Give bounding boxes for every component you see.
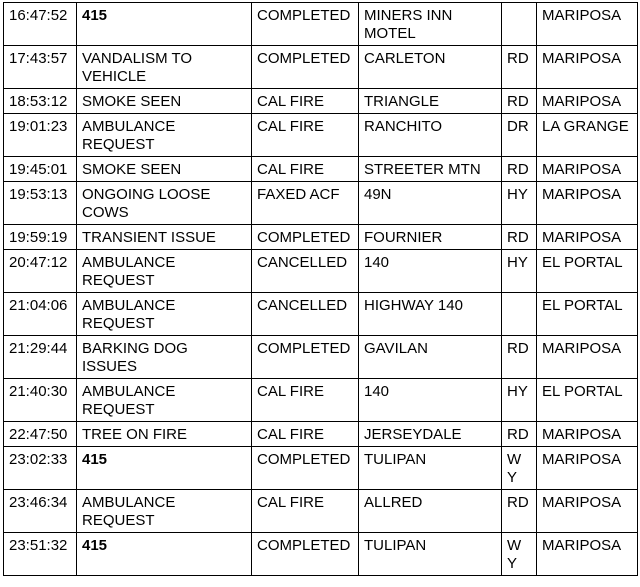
street-suffix-cell: RD <box>502 89 537 114</box>
street-suffix-cell: HY <box>502 379 537 422</box>
location-cell: STREETER MTN <box>359 157 502 182</box>
incident-cell: AMBULANCE REQUEST <box>77 379 252 422</box>
street-suffix-cell: RD <box>502 490 537 533</box>
location-cell: TULIPAN <box>359 447 502 490</box>
city-cell: EL PORTAL <box>537 293 638 336</box>
street-suffix-cell: WY <box>502 533 537 576</box>
table-row <box>4 533 638 576</box>
time-cell: 21:04:06 <box>4 293 77 336</box>
street-suffix-cell: RD <box>502 336 537 379</box>
location-cell: 49N <box>359 182 502 225</box>
city-cell: EL PORTAL <box>537 379 638 422</box>
call-log-table <box>3 2 638 576</box>
time-cell: 23:02:33 <box>4 447 77 490</box>
street-suffix-cell <box>502 3 537 46</box>
city-cell: MARIPOSA <box>537 533 638 576</box>
time-cell: 18:53:12 <box>4 89 77 114</box>
location-cell: HIGHWAY 140 <box>359 293 502 336</box>
table-row <box>4 293 638 336</box>
incident-cell: AMBULANCE REQUEST <box>77 114 252 157</box>
location-cell: GAVILAN <box>359 336 502 379</box>
table-row <box>4 157 638 182</box>
incident-cell: SMOKE SEEN <box>77 157 252 182</box>
street-suffix-cell: RD <box>502 225 537 250</box>
incident-cell: 415 <box>77 533 252 576</box>
location-cell: JERSEYDALE <box>359 422 502 447</box>
table-row <box>4 250 638 293</box>
time-cell: 16:47:52 <box>4 3 77 46</box>
street-suffix-cell: WY <box>502 447 537 490</box>
incident-cell: BARKING DOG ISSUES <box>77 336 252 379</box>
incident-cell: AMBULANCE REQUEST <box>77 250 252 293</box>
time-cell: 21:29:44 <box>4 336 77 379</box>
location-cell: MINERS INN MOTEL <box>359 3 502 46</box>
disposition-cell: CAL FIRE <box>252 114 359 157</box>
incident-cell: AMBULANCE REQUEST <box>77 293 252 336</box>
time-cell: 21:40:30 <box>4 379 77 422</box>
time-cell: 19:53:13 <box>4 182 77 225</box>
street-suffix-cell: HY <box>502 250 537 293</box>
incident-cell: TRANSIENT ISSUE <box>77 225 252 250</box>
city-cell: MARIPOSA <box>537 422 638 447</box>
table-row <box>4 490 638 533</box>
time-cell: 17:43:57 <box>4 46 77 89</box>
table-row <box>4 379 638 422</box>
time-cell: 19:59:19 <box>4 225 77 250</box>
incident-cell: AMBULANCE REQUEST <box>77 490 252 533</box>
disposition-cell: CAL FIRE <box>252 89 359 114</box>
location-cell: CARLETON <box>359 46 502 89</box>
table-row <box>4 89 638 114</box>
incident-cell: TREE ON FIRE <box>77 422 252 447</box>
time-cell: 23:51:32 <box>4 533 77 576</box>
location-cell: 140 <box>359 379 502 422</box>
disposition-cell: COMPLETED <box>252 533 359 576</box>
disposition-cell: CAL FIRE <box>252 490 359 533</box>
disposition-cell: CAL FIRE <box>252 422 359 447</box>
location-cell: TULIPAN <box>359 533 502 576</box>
street-suffix-cell <box>502 293 537 336</box>
city-cell: EL PORTAL <box>537 250 638 293</box>
disposition-cell: COMPLETED <box>252 225 359 250</box>
city-cell: MARIPOSA <box>537 46 638 89</box>
location-cell: 140 <box>359 250 502 293</box>
disposition-cell: CAL FIRE <box>252 157 359 182</box>
table-row <box>4 225 638 250</box>
city-cell: MARIPOSA <box>537 157 638 182</box>
location-cell: ALLRED <box>359 490 502 533</box>
street-suffix-cell: RD <box>502 46 537 89</box>
time-cell: 23:46:34 <box>4 490 77 533</box>
time-cell: 19:45:01 <box>4 157 77 182</box>
table-row <box>4 114 638 157</box>
disposition-cell: CANCELLED <box>252 293 359 336</box>
table-row <box>4 336 638 379</box>
street-suffix-cell: RD <box>502 157 537 182</box>
table-row <box>4 3 638 46</box>
table-row <box>4 182 638 225</box>
disposition-cell: COMPLETED <box>252 3 359 46</box>
incident-cell: 415 <box>77 3 252 46</box>
location-cell: RANCHITO <box>359 114 502 157</box>
disposition-cell: COMPLETED <box>252 46 359 89</box>
time-cell: 19:01:23 <box>4 114 77 157</box>
city-cell: MARIPOSA <box>537 447 638 490</box>
location-cell: FOURNIER <box>359 225 502 250</box>
location-cell: TRIANGLE <box>359 89 502 114</box>
city-cell: MARIPOSA <box>537 490 638 533</box>
city-cell: MARIPOSA <box>537 336 638 379</box>
time-cell: 20:47:12 <box>4 250 77 293</box>
city-cell: MARIPOSA <box>537 3 638 46</box>
incident-cell: ONGOING LOOSE COWS <box>77 182 252 225</box>
street-suffix-cell: DR <box>502 114 537 157</box>
street-suffix-cell: HY <box>502 182 537 225</box>
city-cell: LA GRANGE <box>537 114 638 157</box>
table-row <box>4 447 638 490</box>
disposition-cell: FAXED ACF <box>252 182 359 225</box>
disposition-cell: CANCELLED <box>252 250 359 293</box>
incident-cell: SMOKE SEEN <box>77 89 252 114</box>
disposition-cell: COMPLETED <box>252 336 359 379</box>
incident-cell: VANDALISM TO VEHICLE <box>77 46 252 89</box>
city-cell: MARIPOSA <box>537 89 638 114</box>
table-row <box>4 46 638 89</box>
disposition-cell: COMPLETED <box>252 447 359 490</box>
disposition-cell: CAL FIRE <box>252 379 359 422</box>
table-row <box>4 422 638 447</box>
time-cell: 22:47:50 <box>4 422 77 447</box>
city-cell: MARIPOSA <box>537 182 638 225</box>
incident-cell: 415 <box>77 447 252 490</box>
street-suffix-cell: RD <box>502 422 537 447</box>
call-log-body <box>4 3 638 576</box>
city-cell: MARIPOSA <box>537 225 638 250</box>
